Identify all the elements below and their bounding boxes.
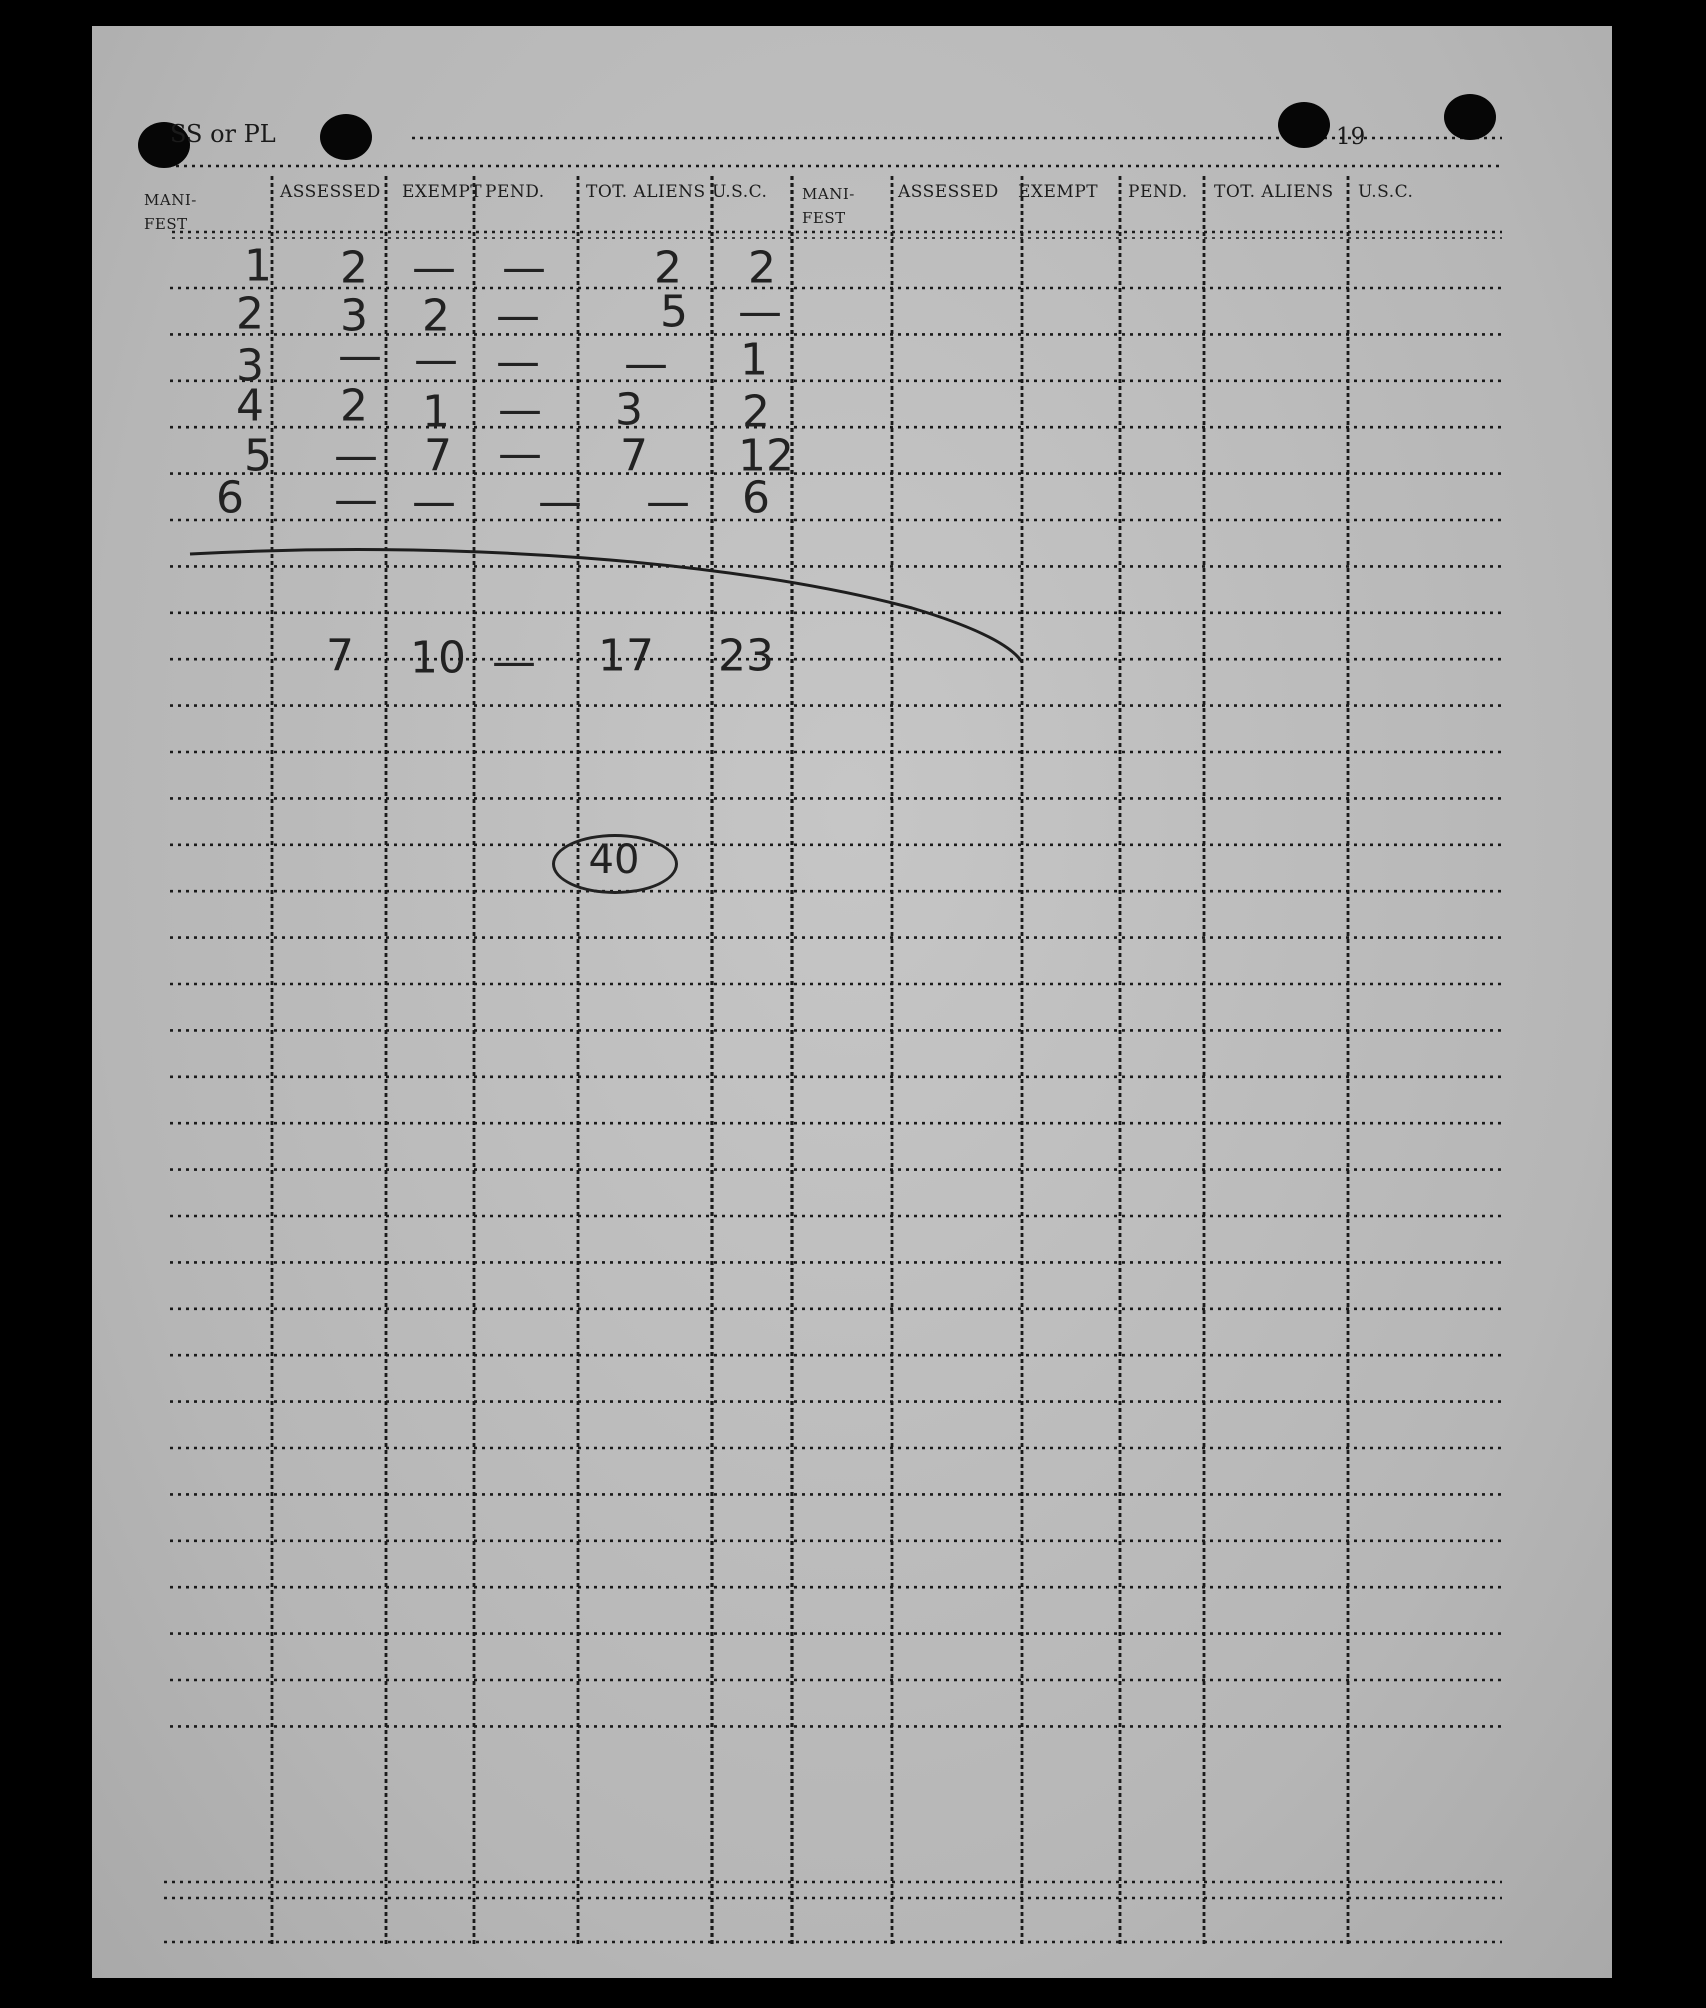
entry-pend: — [538,476,582,528]
entry-manifest: 6 [216,472,244,524]
entry-pend: — [498,384,542,436]
total-exempt: 10 [410,632,466,684]
total-usc: 23 [718,630,774,682]
entry-assessed: 2 [340,242,368,294]
entry-usc: 2 [748,242,776,294]
entry-pend: — [502,242,546,294]
entry-tot-aliens: 3 [615,384,643,436]
total-pend: — [492,636,536,688]
header-exempt-left: EXEMPT [402,182,483,202]
entry-exempt: 7 [424,430,452,482]
header-manifest-right: MANI-FEST [802,185,855,227]
total-tot-aliens: 17 [598,630,654,682]
entry-exempt: — [412,476,456,528]
entry-assessed: 3 [340,290,368,342]
entry-usc: 12 [738,430,794,482]
header-assessed-left: ASSESSED [280,182,381,202]
entry-exempt: — [412,242,456,294]
entry-exempt: 1 [422,386,450,438]
punch-hole [1278,102,1330,148]
header-exempt-right: EXEMPT [1018,182,1099,202]
total-assessed: 7 [326,630,354,682]
entry-pend: — [498,428,542,480]
entry-manifest: 5 [244,430,272,482]
entry-tot-aliens: — [646,476,690,528]
vessel-label: SS or PL [170,120,276,148]
entry-manifest: 2 [236,288,264,340]
entry-manifest: 3 [236,340,264,392]
header-usc-right: U.S.C. [1358,182,1414,202]
header-tot-aliens-right: TOT. ALIENS [1214,182,1334,202]
entry-manifest: 1 [244,240,272,292]
header-pend-left: PEND. [485,182,545,202]
header-tot-aliens-left: TOT. ALIENS [586,182,706,202]
entry-manifest: 4 [236,380,264,432]
entry-assessed: — [338,330,382,382]
punch-hole [1444,94,1496,140]
entry-assessed: 2 [340,380,368,432]
header-usc-left: U.S.C. [712,182,768,202]
entry-exempt: 2 [422,290,450,342]
entry-usc: 1 [740,334,768,386]
entry-exempt: — [414,334,458,386]
entry-tot-aliens: 7 [620,430,648,482]
header-pend-right: PEND. [1128,182,1188,202]
entry-assessed: — [334,474,378,526]
entry-pend: — [496,290,540,342]
entry-tot-aliens: 5 [660,286,688,338]
punch-hole [320,114,372,160]
entry-usc: 2 [742,386,770,438]
header-assessed-right: ASSESSED [898,182,999,202]
header-manifest-left: MANI-FEST [144,191,197,233]
entry-tot-aliens: 2 [654,242,682,294]
entry-pend: — [496,336,540,388]
grand-total: 40 [588,837,640,883]
entry-assessed: — [334,430,378,482]
form-page [92,26,1612,1978]
entry-usc: 6 [742,472,770,524]
entry-tot-aliens: — [624,338,668,390]
form-grid [92,26,1612,1978]
entry-usc: — [738,286,782,338]
year-label: 19 [1336,124,1366,150]
